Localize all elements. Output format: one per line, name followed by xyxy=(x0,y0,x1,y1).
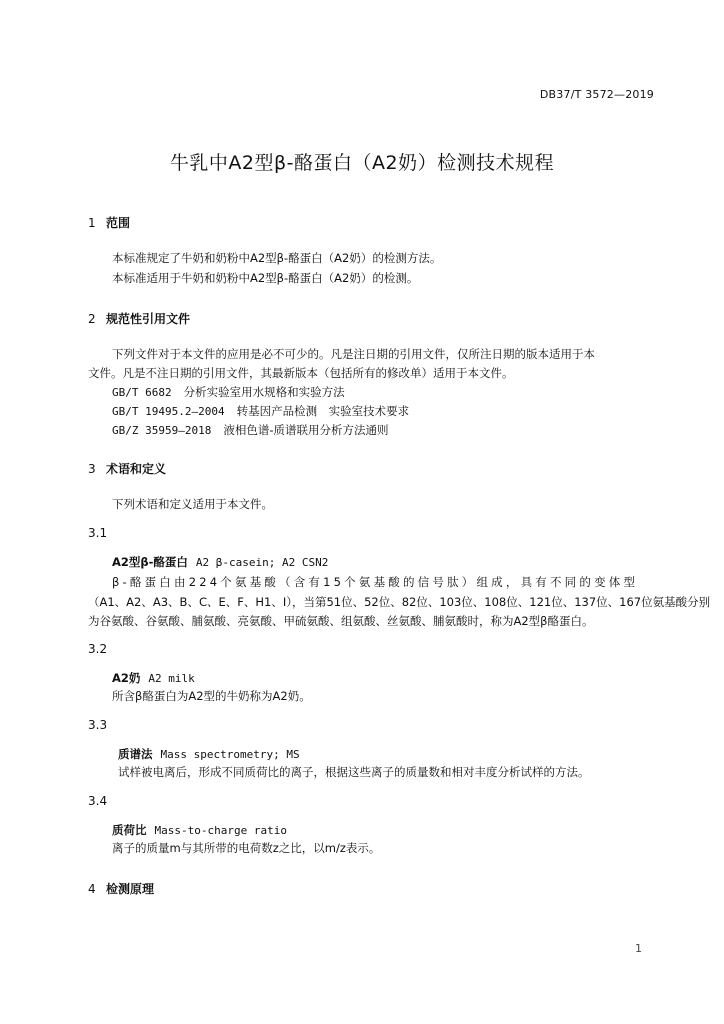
definition-3-3: 试样被电离后，形成不同质荷比的离子，根据这些离子的质量数和相对丰度分析试样的方法。 xyxy=(118,765,590,779)
section-2-heading xyxy=(88,310,190,327)
reference-code: GB/Z 35959—2018 xyxy=(112,424,212,437)
definition-3-4: 离子的质量m与其所带的电荷数z之比，以m/z表示。 xyxy=(112,841,381,855)
subclause-3-2-number: 3.2 xyxy=(88,642,108,656)
section-4-heading xyxy=(88,880,154,897)
subclause-3-1-number: 3.1 xyxy=(88,526,108,540)
section-number: 3 xyxy=(88,462,96,476)
reference-title: 液相色谱-质谱联用分析方法通则 xyxy=(223,423,389,437)
term-3-4 xyxy=(112,822,287,838)
term-3-2 xyxy=(112,670,195,686)
section-title: 范围 xyxy=(106,216,131,230)
normative-intro-line-2: 文件。凡是不注日期的引用文件，其最新版本（包括所有的修改单）适用于本文件。 xyxy=(88,366,514,380)
normative-intro-line-1: 下列文件对于本文件的应用是必不可少的。凡是注日期的引用文件，仅所注日期的版本适用于本 xyxy=(112,347,595,361)
definition-3-2: 所含β酪蛋白为A2型的牛奶称为A2奶。 xyxy=(112,689,311,703)
reference-item xyxy=(112,403,409,419)
section-number: 4 xyxy=(88,882,96,896)
reference-item xyxy=(112,384,345,400)
term-chinese: 质荷比 xyxy=(112,823,147,837)
reference-item xyxy=(112,422,389,438)
definition-3-1-line-1: β-酪蛋白由224个氨基酸（含有15个氨基酸的信号肽）组成，具有不同的变体型 xyxy=(112,575,639,589)
term-english: Mass-to-charge ratio xyxy=(154,824,287,837)
reference-code: GB/T 6682 xyxy=(112,386,172,399)
section-title: 术语和定义 xyxy=(106,462,167,476)
term-3-3 xyxy=(118,746,300,762)
section-title: 规范性引用文件 xyxy=(106,312,191,326)
reference-title: 转基因产品检测 实验室技术要求 xyxy=(236,404,410,418)
term-chinese: A2型β-酪蛋白 xyxy=(112,555,188,569)
section-3-heading xyxy=(88,460,166,477)
term-english: Mass spectrometry; MS xyxy=(160,748,300,761)
term-english: A2 milk xyxy=(148,672,195,685)
term-chinese: 质谱法 xyxy=(118,747,153,761)
section-title: 检测原理 xyxy=(106,882,155,896)
definition-3-1-line-2: （A1、A2、A3、B、C、E、F、H1、I），当第51位、52位、82位、103位、108位、121位、137位、167位氨基酸分别 xyxy=(88,595,711,609)
terms-intro: 下列术语和定义适用于本文件。 xyxy=(112,497,273,511)
section-number: 1 xyxy=(88,216,96,230)
subclause-3-4-number: 3.4 xyxy=(88,794,108,808)
section-1-heading xyxy=(88,214,130,231)
reference-title: 分析实验室用水规格和实验方法 xyxy=(183,385,345,399)
standard-code: DB37/T 3572—2019 xyxy=(539,88,654,101)
page-title: 牛乳中A2型β-酪蛋白（A2奶）检测技术规程 xyxy=(169,152,555,174)
subclause-3-3-number: 3.3 xyxy=(88,718,108,732)
section-number: 2 xyxy=(88,312,96,326)
term-english: A2 β-casein; A2 CSN2 xyxy=(195,556,329,569)
scope-paragraph-1: 本标准规定了牛奶和奶粉中A2型β-酪蛋白（A2奶）的检测方法。 xyxy=(112,251,442,265)
reference-code: GB/T 19495.2—2004 xyxy=(112,405,225,418)
term-3-1 xyxy=(112,554,328,570)
page-number: 1 xyxy=(635,942,642,955)
definition-3-1-line-3: 为谷氨酸、谷氨酸、脯氨酸、亮氨酸、甲硫氨酸、组氨酸、丝氨酸、脯氨酸时，称为A2型β酪蛋白。 xyxy=(88,614,594,628)
term-chinese: A2奶 xyxy=(112,671,141,685)
scope-paragraph-2: 本标准适用于牛奶和奶粉中A2型β-酪蛋白（A2奶）的检测。 xyxy=(112,271,419,285)
